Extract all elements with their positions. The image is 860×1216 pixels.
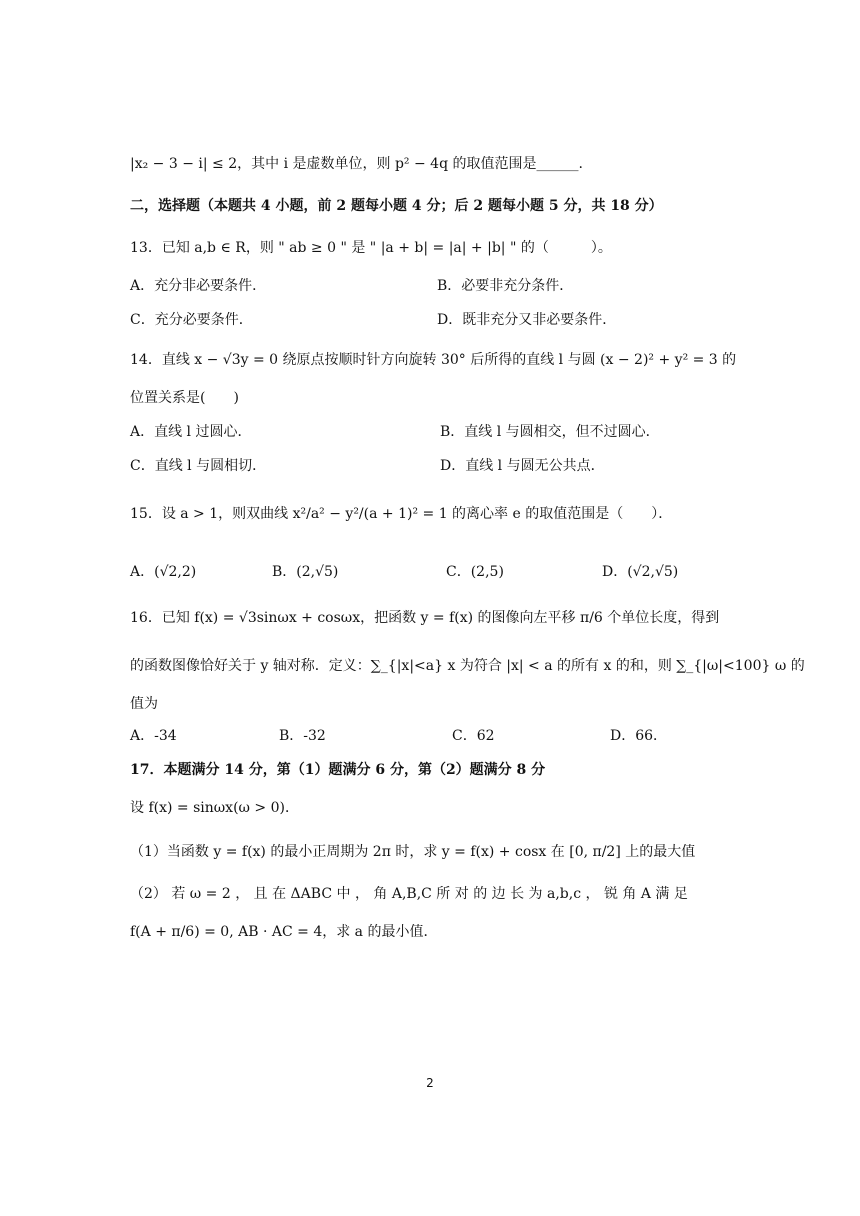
q17-given: 设 f(x) = sinωx(ω > 0)． [130, 800, 299, 816]
q14-stem-line1: 14．直线 x − √3y = 0 绕原点按顺时针方向旋转 30° 后所得的直线 l 与圆 (x − 2)² + y² = 3 的 [130, 352, 737, 368]
q15-option-a: A．(√2,2) [130, 564, 197, 580]
q13-option-a: A．充分非必要条件． [130, 278, 267, 294]
q16-stem-line3: 值为 [130, 696, 158, 712]
q13-option-d: D．既非充分又非必要条件． [437, 312, 617, 328]
q15-option-c: C．(2,5) [446, 564, 504, 580]
q15-stem: 15．设 a > 1，则双曲线 x²/a² − y²/(a + 1)² = 1 的离心率 e 的取值范围是（ ）． [130, 506, 673, 522]
section2-heading: 二，选择题（本题共 4 小题，前 2 题每小题 4 分；后 2 题每小题 5 分，共 18 分） [130, 198, 663, 214]
q14-stem-line2: 位置关系是( ) [130, 390, 239, 406]
q13-option-c: C．充分必要条件． [130, 312, 253, 328]
q17-heading: 17．本题满分 14 分，第（1）题满分 6 分，第（2）题满分 8 分 [130, 762, 546, 778]
q17-part2-line2: f(A + π/6) = 0, AB · AC = 4，求 a 的最小值． [130, 924, 438, 940]
page-number: 2 [426, 1076, 434, 1090]
q16-stem-line1: 16．已知 f(x) = √3sinωx + cosωx，把函数 y = f(x) 的图像向左平移 π/6 个单位长度，得到 [130, 610, 720, 626]
q16-option-d: D．66． [610, 728, 668, 744]
q15-option-b: B．(2,√5) [272, 564, 339, 580]
q17-part2-line1: （2） 若 ω = 2 ， 且 在 ΔABC 中 ， 角 A,B,C 所 对 的 边 长 为 a,b,c ， 锐 角 A 满 足 [130, 886, 688, 902]
q17-part1: （1）当函数 y = f(x) 的最小正周期为 2π 时，求 y = f(x) + cosx 在 [0, π/2] 上的最大值 [130, 844, 696, 860]
q13-stem: 13．已知 a,b ∈ R，则 " ab ≥ 0 " 是 " |a + b| = |a| + |b| " 的（ ）。 [130, 240, 612, 256]
q16-option-b: B．-32 [279, 728, 326, 744]
q15-option-d: D．(√2,√5) [602, 564, 679, 580]
q13-option-b: B．必要非充分条件． [437, 278, 574, 294]
q16-stem-line2: 的函数图像恰好关于 y 轴对称．定义：∑_{|x|<a} x 为符合 |x| < a 的所有 x 的和，则 ∑_{|ω|<100} ω 的 [130, 658, 805, 674]
q14-option-a: A．直线 l 过圆心． [130, 424, 252, 440]
q14-option-b: B．直线 l 与圆相交，但不过圆心． [440, 424, 660, 440]
top-fragment: |x₂ − 3 − i| ≤ 2，其中 i 是虚数单位，则 p² − 4q 的取值范围是______. [130, 156, 583, 172]
q16-option-c: C．62 [452, 728, 495, 744]
q14-option-c: C．直线 l 与圆相切． [130, 458, 267, 474]
q14-option-d: D．直线 l 与圆无公共点． [440, 458, 605, 474]
q16-option-a: A．-34 [130, 728, 177, 744]
